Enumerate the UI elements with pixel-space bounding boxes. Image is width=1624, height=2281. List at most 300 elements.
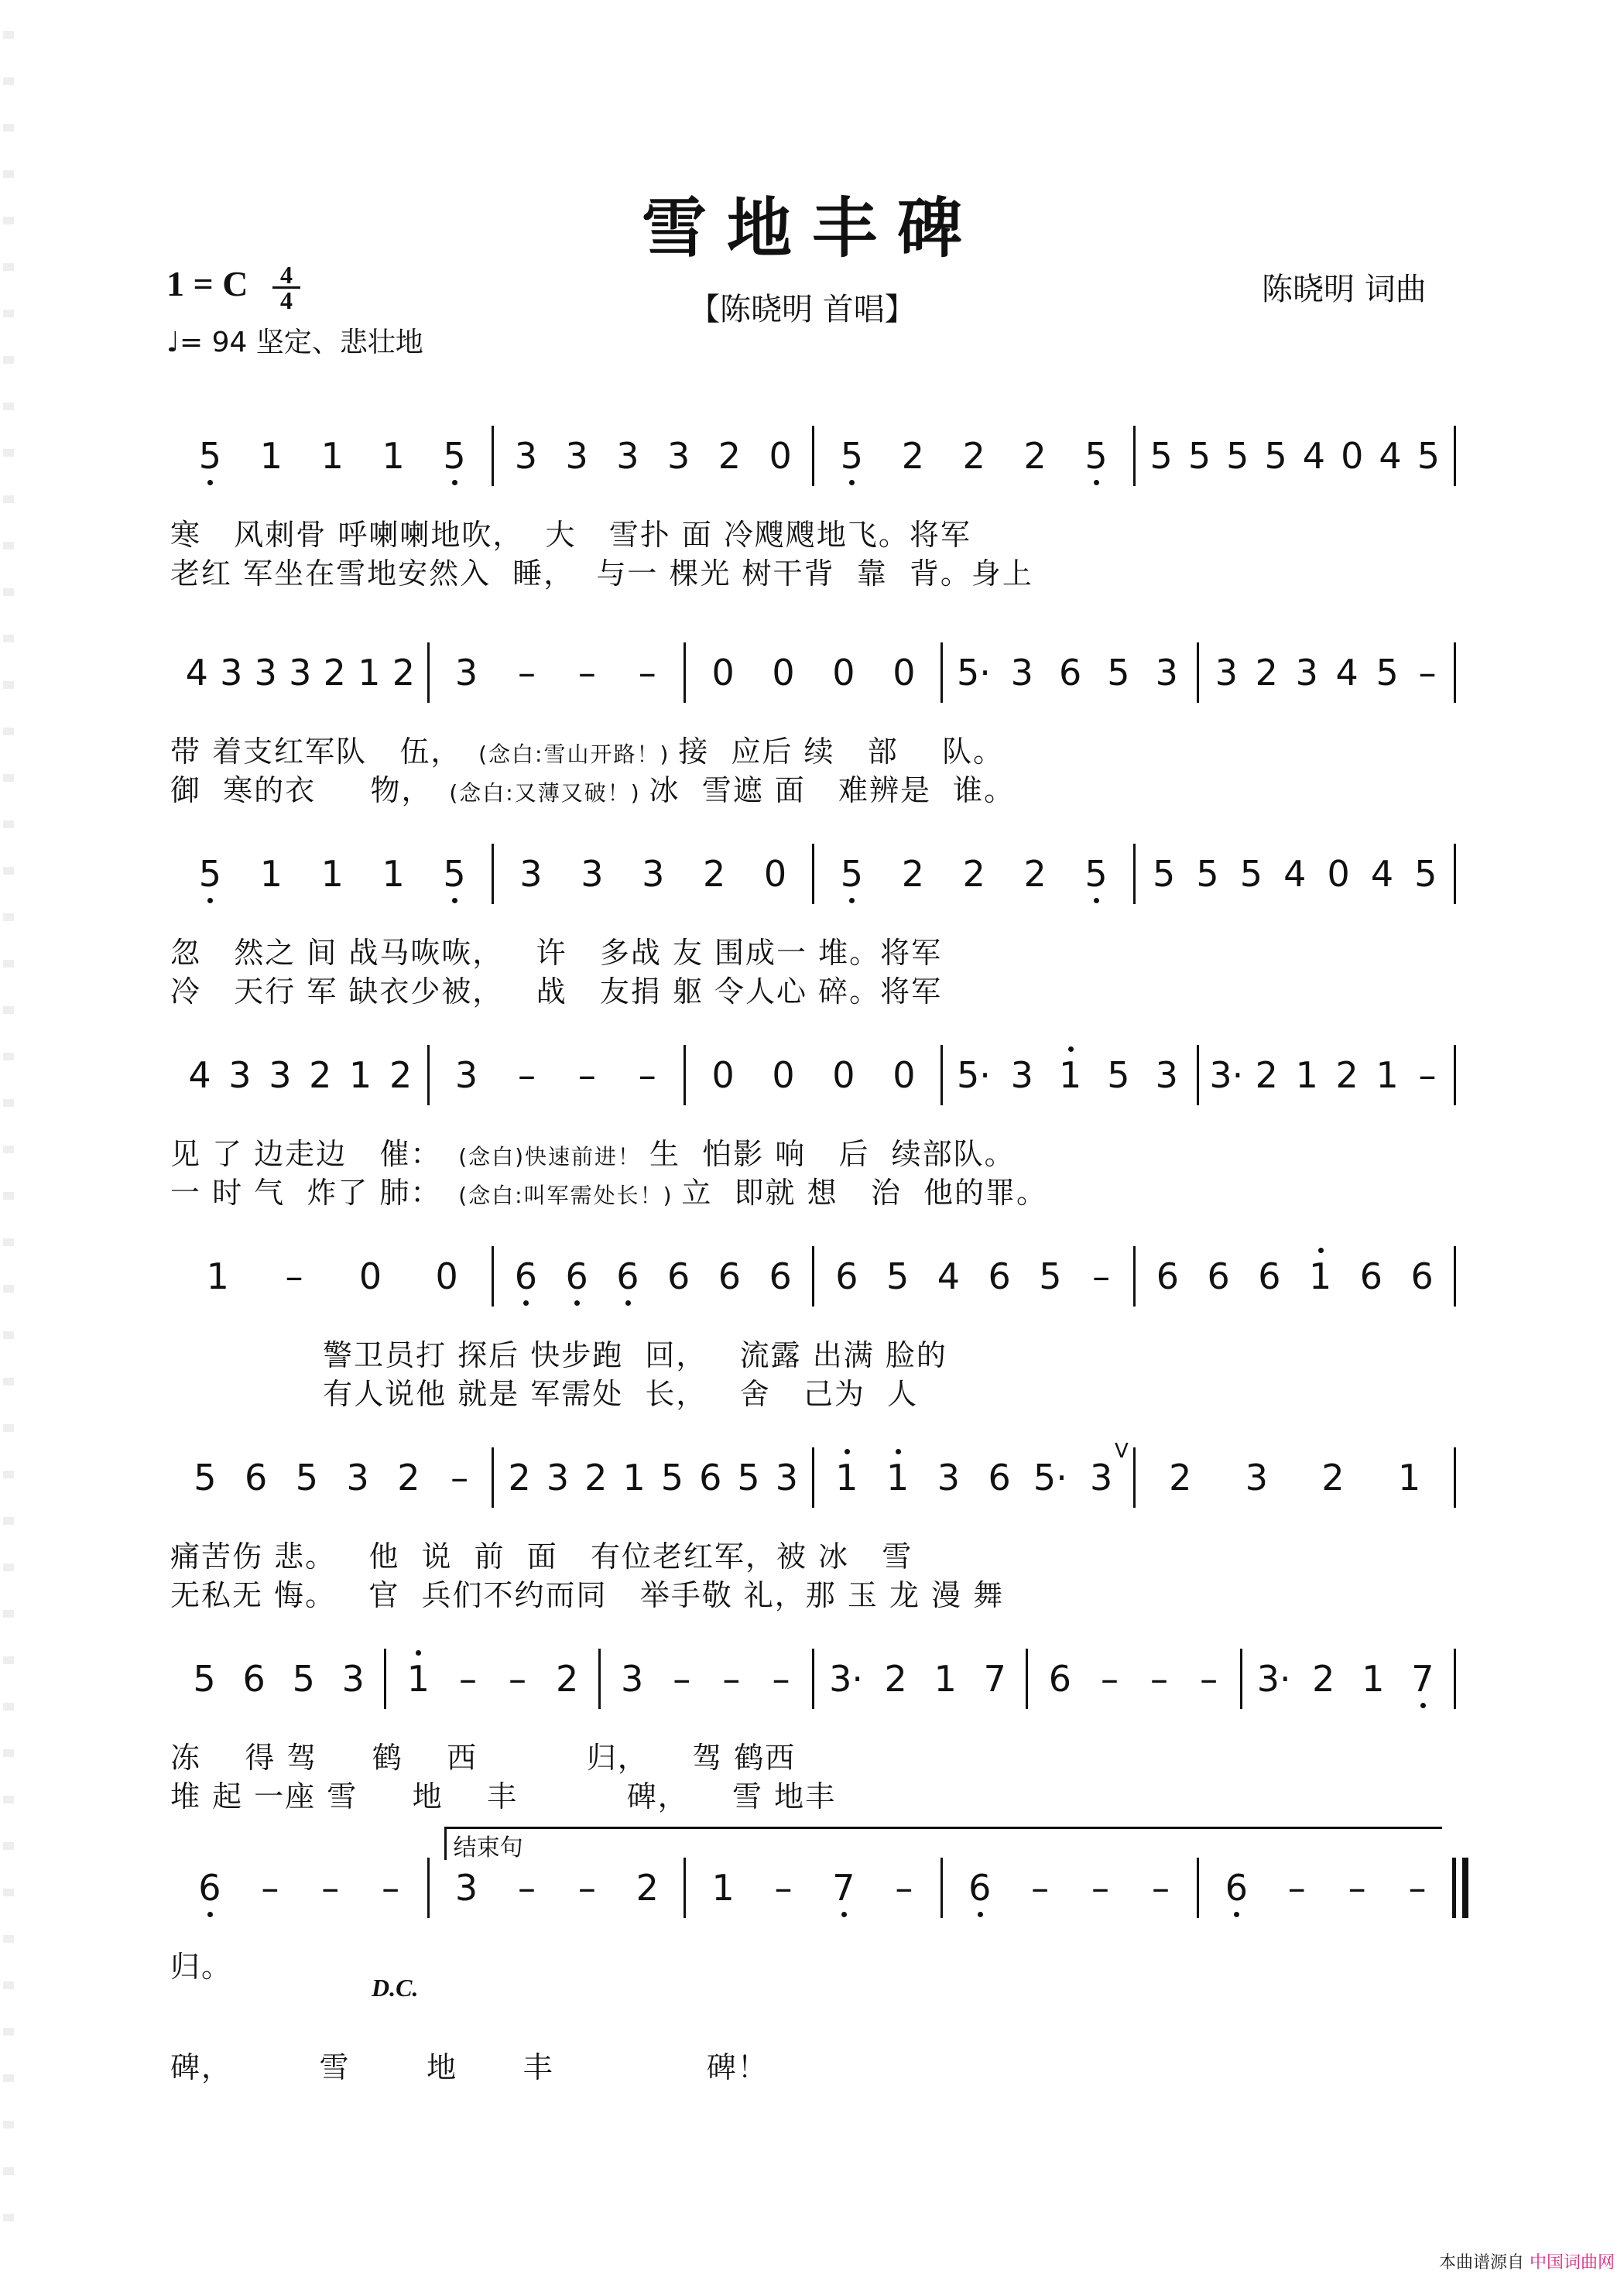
note: 1 <box>1362 1658 1385 1700</box>
note: – <box>638 1054 656 1096</box>
note: 1 <box>358 652 381 694</box>
note: – <box>517 1867 536 1909</box>
note: 2 <box>323 652 346 694</box>
note: 2 <box>1335 1054 1358 1096</box>
note: 3 <box>546 1457 570 1498</box>
note: – <box>451 1457 469 1498</box>
note: 5 <box>193 1658 216 1700</box>
note: 5 <box>1107 652 1130 694</box>
note: 5 <box>834 437 869 475</box>
note: 1 <box>1295 1054 1318 1096</box>
note: 2 <box>636 1867 659 1909</box>
note: 5 <box>1079 855 1113 893</box>
note: 1 <box>320 435 344 477</box>
note: 1 <box>382 435 405 477</box>
note: 4 <box>937 1255 961 1297</box>
note: 6 <box>509 1257 543 1296</box>
measure <box>942 1037 1199 1122</box>
note: 4 <box>188 1054 211 1096</box>
note: 3 <box>254 652 277 694</box>
measure <box>429 1037 686 1122</box>
note: 2 <box>703 853 726 895</box>
measure <box>172 418 493 503</box>
note: 5 <box>1264 435 1287 477</box>
meter-top: 4 <box>280 261 293 289</box>
measure <box>1135 1440 1456 1525</box>
note: 6 <box>611 1257 645 1296</box>
lyric-line-1 <box>170 1943 232 1985</box>
note: 1 <box>349 1054 372 1096</box>
note: – <box>509 1658 527 1700</box>
lyric-text: 忽 然之 间 战马咴咴， 许 多战 友 围成一 堆。将军 <box>170 936 943 970</box>
note: 5 <box>886 1255 910 1297</box>
note: 3 <box>581 853 604 895</box>
measure <box>172 1641 385 1726</box>
lyric-text: 见 了 边走边 催： <box>170 1137 442 1171</box>
note: 5 <box>193 437 227 475</box>
note: – <box>1151 1867 1170 1909</box>
note: – <box>1092 1255 1111 1297</box>
measure <box>942 1850 1199 1935</box>
note: 6 <box>769 1255 792 1297</box>
lyric-text-end: 立 即就 想 治 他的罪。 <box>681 1176 1048 1210</box>
note: 3 <box>666 435 690 477</box>
lyric-line-1 <box>170 1734 796 1776</box>
note: 1 <box>881 1458 915 1497</box>
note: 3· <box>1256 1658 1291 1700</box>
lyric-text: 碑， 雪 地 丰 碑！ <box>170 2050 769 2084</box>
note: 1 <box>711 1867 735 1909</box>
note: 0 <box>832 652 855 694</box>
note: 0 <box>1341 435 1364 477</box>
note: 6 <box>1258 1255 1281 1297</box>
note: 2 <box>309 1054 332 1096</box>
spoken-line: (念白:雪山开路！) <box>461 741 679 767</box>
spoken-line: (念白:叫军需处长！) <box>441 1183 682 1208</box>
note: 0 <box>772 1054 795 1096</box>
music-system <box>0 1834 1624 2084</box>
note: – <box>577 1054 596 1096</box>
tempo-marking: ♩= 94 坚定、悲壮地 <box>166 327 423 358</box>
measure <box>429 1850 686 1935</box>
lyric-text-end: 冰 雪遮 面 难辨是 谁。 <box>649 773 1016 807</box>
note: 5 <box>292 1658 315 1700</box>
note: 1 <box>259 435 283 477</box>
note: 5 <box>1376 652 1399 694</box>
lyric-line-1 <box>170 1331 947 1374</box>
note: 5 <box>1187 435 1211 477</box>
note: 2 <box>392 652 415 694</box>
note: 5 <box>834 855 869 893</box>
note: – <box>673 1658 691 1700</box>
notation-line <box>0 1238 1624 1324</box>
lyric-line-1 <box>170 728 1004 770</box>
note: 6 <box>963 1868 997 1907</box>
note: 1 <box>1054 1056 1088 1094</box>
note: 2 <box>1023 853 1047 895</box>
measure <box>814 836 1135 921</box>
measure <box>685 1850 942 1935</box>
note: 6 <box>1058 652 1082 694</box>
measure <box>600 1641 814 1726</box>
note: 3 <box>228 1054 252 1096</box>
lyric-line-1 <box>170 1130 1016 1173</box>
lyric-text: 御 寒的衣 物， <box>170 773 433 807</box>
note: 5 <box>1149 435 1173 477</box>
note: 3· <box>829 1658 863 1700</box>
lyric-line-1 <box>170 1533 913 1575</box>
note: 2 <box>1023 435 1047 477</box>
lyric-line-1 <box>170 511 971 553</box>
note: – <box>772 1658 790 1700</box>
note: 6 <box>1219 1868 1253 1907</box>
measure <box>1135 418 1456 503</box>
note: 4 <box>185 652 208 694</box>
note: 2 <box>508 1457 531 1498</box>
note: 2 <box>962 853 985 895</box>
singer-credit: 【陈晓明 首唱】 <box>689 292 916 327</box>
lyric-text: 一 时 气 炸了 肺： <box>170 1176 442 1210</box>
note: 0 <box>711 1054 735 1096</box>
note: 2 <box>901 853 924 895</box>
measure <box>685 1037 942 1122</box>
measure <box>942 635 1199 720</box>
note: 3 <box>346 1457 369 1498</box>
note: 2 <box>901 435 924 477</box>
note: 0 <box>435 1255 458 1297</box>
note: 3 <box>289 652 312 694</box>
note: 6 <box>244 1457 268 1498</box>
time-signature <box>272 263 300 312</box>
note: 4 <box>1335 652 1358 694</box>
lyric-text: 寒 风刺骨 呼喇喇地吹， 大 雪扑 面 冷飕飕地飞。将军 <box>170 518 971 552</box>
note: 3 <box>642 853 665 895</box>
note: 6 <box>242 1658 266 1700</box>
measure <box>814 418 1135 503</box>
note: 2 <box>1255 1054 1278 1096</box>
note: 0 <box>763 853 787 895</box>
note: 6 <box>699 1457 722 1498</box>
spoken-line: (念白)快速前进！ <box>441 1144 649 1170</box>
note: 1 <box>934 1658 957 1700</box>
note: 1 <box>1398 1457 1421 1498</box>
note: 3 <box>341 1658 365 1700</box>
lyric-text: 带 着支红军队 伍， <box>170 735 462 769</box>
lyric-text-end: 接 应后 续 部 队。 <box>678 735 1005 769</box>
note: 1 <box>830 1458 864 1497</box>
note: 1 <box>622 1457 646 1498</box>
lyric-text: 堆 起 一座 雪 地 丰 碑， 雪 地丰 <box>170 1779 837 1813</box>
note: 4 <box>1283 853 1307 895</box>
lyric-line-2 <box>170 1571 1004 1614</box>
note: 7 <box>827 1868 861 1907</box>
note: – <box>285 1255 303 1297</box>
measure <box>493 1238 814 1324</box>
note: 2 <box>1169 1457 1192 1498</box>
note: – <box>261 1867 279 1909</box>
note: 2 <box>397 1457 420 1498</box>
note: 1 <box>401 1659 435 1698</box>
barline <box>1454 1045 1456 1105</box>
note: 1 <box>320 853 344 895</box>
final-barline <box>1452 1858 1454 1918</box>
note: 6 <box>988 1255 1011 1297</box>
note: 6 <box>1410 1255 1434 1297</box>
note: 3· <box>1209 1054 1244 1096</box>
note: – <box>382 1867 400 1909</box>
measure <box>493 836 814 921</box>
note: 6 <box>1156 1255 1180 1297</box>
notation-line <box>0 1850 1624 1935</box>
measure <box>493 1440 814 1525</box>
notation-line <box>0 1641 1624 1726</box>
note: 1 <box>259 853 283 895</box>
key-signature: 1 = C <box>166 264 248 303</box>
note: 2 <box>962 435 985 477</box>
measure <box>1198 1037 1455 1122</box>
lyric-text: 痛苦伤 悲。 他 说 前 面 有位老红军，被 冰 雪 <box>170 1540 913 1574</box>
note: 0 <box>769 435 792 477</box>
note: – <box>577 1867 596 1909</box>
note: 2 <box>1321 1457 1345 1498</box>
note: 5 <box>737 1457 760 1498</box>
note: 0 <box>772 652 795 694</box>
note: 1 <box>206 1255 229 1297</box>
measure <box>172 1037 429 1122</box>
barline <box>1454 642 1456 703</box>
note: 5· <box>1033 1457 1067 1498</box>
breath-mark: V <box>1115 1440 1129 1463</box>
note: – <box>722 1658 741 1700</box>
note: – <box>1418 1054 1437 1096</box>
measure <box>493 418 814 503</box>
source-footer <box>1439 2249 1615 2273</box>
note: 5 <box>1079 437 1113 475</box>
spoken-line: (念白:又薄又破！) <box>432 780 649 806</box>
note: 5 <box>193 855 227 893</box>
note: 3 <box>616 435 639 477</box>
note: 5 <box>1196 853 1219 895</box>
music-system <box>0 836 1624 1060</box>
measure <box>1198 635 1455 720</box>
meter-bottom: 4 <box>272 286 300 312</box>
lyric-text: 冷 天行 军 缺衣少被， 战 友捐 躯 令人心 碎。将军 <box>170 974 943 1009</box>
lyric-text: 无私无 悔。 官 兵们不约而同 举手敬 礼，那 玉 龙 漫 舞 <box>170 1578 1005 1612</box>
measure <box>814 1641 1027 1726</box>
note: 4 <box>1302 435 1326 477</box>
music-system <box>0 1440 1624 1664</box>
note: 2 <box>1255 652 1278 694</box>
note: – <box>1408 1867 1427 1909</box>
note: 0 <box>1327 853 1350 895</box>
barline <box>1454 1246 1456 1307</box>
lyric-text: 有人说他 就是 军需处 长， 舍 己为 人 <box>170 1377 919 1411</box>
note: 3 <box>1245 1457 1269 1498</box>
notation-line <box>0 1440 1624 1525</box>
note: 3 <box>220 652 243 694</box>
note: 3 <box>1155 1054 1178 1096</box>
da-capo: D.C. <box>372 1974 419 2002</box>
lyric-text: 警卫员打 探后 快步跑 回， 流露 出满 脸的 <box>170 1338 947 1372</box>
measure <box>172 1440 493 1525</box>
footer-brand: 中国词曲网 <box>1529 2253 1615 2272</box>
note: 5 <box>437 437 471 475</box>
note: 1 <box>382 853 405 895</box>
note: 6 <box>988 1457 1011 1498</box>
notation-line <box>0 635 1624 720</box>
note: 5 <box>437 855 471 893</box>
notation-line <box>0 836 1624 921</box>
note: – <box>1287 1867 1306 1909</box>
note: – <box>1031 1867 1050 1909</box>
barline <box>1454 1447 1456 1508</box>
note: 3 <box>1215 652 1238 694</box>
footer-text: 本曲谱源自 <box>1438 2253 1524 2272</box>
note: 0 <box>893 1054 916 1096</box>
measure <box>1135 836 1456 921</box>
lyric-line-2 <box>170 1370 918 1413</box>
note: 4 <box>1370 853 1394 895</box>
note: 1 <box>1376 1054 1399 1096</box>
note: – <box>1200 1658 1218 1700</box>
note: – <box>1348 1867 1366 1909</box>
note: 3 <box>1089 1457 1113 1498</box>
measure <box>172 1238 493 1324</box>
note: 3 <box>519 853 543 895</box>
barline <box>1454 426 1456 486</box>
notation-line <box>0 1037 1624 1122</box>
measure <box>172 1850 429 1935</box>
note: – <box>638 652 656 694</box>
note: 0 <box>893 652 916 694</box>
note: 5 <box>1417 435 1440 477</box>
note: – <box>517 652 536 694</box>
lyric-line-1 <box>170 929 942 971</box>
lyric-text-end: 生 怕影 响 后 续部队。 <box>649 1137 1016 1171</box>
note: 3 <box>565 435 588 477</box>
note: – <box>321 1867 340 1909</box>
note: 2 <box>884 1658 907 1700</box>
note: – <box>895 1867 913 1909</box>
note: 5 <box>1039 1255 1062 1297</box>
measure <box>172 836 493 921</box>
note: 2 <box>718 435 742 477</box>
note: – <box>1150 1658 1169 1700</box>
note: 3 <box>775 1457 798 1498</box>
note: 6 <box>1048 1658 1071 1700</box>
note: 6 <box>1207 1255 1230 1297</box>
barline <box>1454 844 1456 904</box>
note: 3 <box>1295 652 1318 694</box>
note: 5· <box>957 652 991 694</box>
note: 2 <box>1312 1658 1335 1700</box>
note: 5 <box>1414 853 1437 895</box>
barline <box>1454 1649 1456 1709</box>
measure <box>1027 1641 1241 1726</box>
music-system <box>0 418 1624 642</box>
note: 3 <box>454 1867 478 1909</box>
music-system <box>0 1238 1624 1463</box>
lyric-line-2 <box>170 550 1033 592</box>
ending-bracket <box>444 1827 1442 1860</box>
notation-line <box>0 418 1624 503</box>
note: 3 <box>454 652 478 694</box>
note: 1 <box>1304 1257 1338 1296</box>
lyric-line-2 <box>170 2043 769 2086</box>
measure <box>814 1440 1135 1525</box>
measure <box>685 635 942 720</box>
note: – <box>1418 652 1437 694</box>
note: 5 <box>194 1457 217 1498</box>
note: 6 <box>718 1255 742 1297</box>
note: 3 <box>1010 1054 1033 1096</box>
note: – <box>458 1658 477 1700</box>
note: 6 <box>835 1255 858 1297</box>
note: 7 <box>983 1658 1006 1700</box>
measure <box>1198 1850 1455 1935</box>
music-system <box>0 1037 1624 1262</box>
note: – <box>1091 1867 1110 1909</box>
lyric-line-2 <box>170 1772 836 1815</box>
note: 7 <box>1406 1659 1440 1698</box>
note: 5 <box>1239 853 1263 895</box>
note: 0 <box>832 1054 855 1096</box>
note: 2 <box>389 1054 413 1096</box>
note: 3 <box>514 435 538 477</box>
lyric-text: 归。 <box>170 1950 233 1984</box>
note: 0 <box>711 652 735 694</box>
note: 5 <box>295 1457 319 1498</box>
lyric-line-2 <box>170 1169 1047 1211</box>
measure <box>385 1641 599 1726</box>
measure <box>1135 1238 1456 1324</box>
note: 5 <box>1226 435 1249 477</box>
lyric-line-2 <box>170 766 1015 809</box>
note: – <box>577 652 596 694</box>
lyric-text: 冻 得 驾 鹤 西 归， 驾 鹤西 <box>170 1741 797 1775</box>
note: 2 <box>584 1457 608 1498</box>
lyric-text: 老红 军坐在雪地安然入 睡， 与一 棵光 树干背 靠 背。身上 <box>170 557 1033 591</box>
composer-credit: 陈晓明 词曲 <box>1262 272 1427 307</box>
note: 6 <box>560 1257 594 1296</box>
note: – <box>517 1054 536 1096</box>
measure <box>1242 1641 1455 1726</box>
note: 0 <box>358 1255 382 1297</box>
note: 3 <box>454 1054 478 1096</box>
note: 3 <box>1155 652 1178 694</box>
measure <box>429 635 686 720</box>
note: 5 <box>660 1457 684 1498</box>
ending-label: 结束句 <box>453 1834 523 1861</box>
note: – <box>1100 1658 1119 1700</box>
measure <box>172 635 429 720</box>
note: 5 <box>1107 1054 1130 1096</box>
music-system <box>0 635 1624 859</box>
note: 2 <box>555 1658 579 1700</box>
note: – <box>774 1867 793 1909</box>
note: 6 <box>1359 1255 1383 1297</box>
note: 5· <box>957 1054 991 1096</box>
note: 3 <box>269 1054 292 1096</box>
note: 3 <box>1010 652 1033 694</box>
note: 6 <box>666 1255 690 1297</box>
note: 6 <box>193 1868 227 1907</box>
note: 5 <box>1153 853 1176 895</box>
lyric-line-2 <box>170 968 942 1010</box>
page-title: 雪地丰碑 <box>641 190 982 266</box>
measure <box>814 1238 1135 1324</box>
note: 3 <box>621 1658 644 1700</box>
